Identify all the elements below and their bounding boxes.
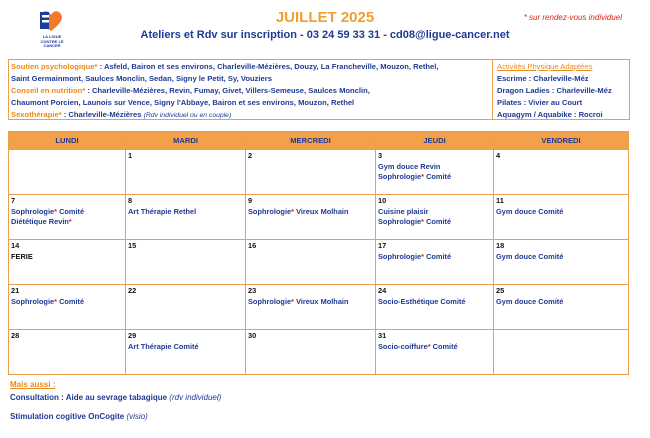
day-number: 22 (128, 286, 137, 295)
day-number: 4 (496, 151, 501, 160)
calendar-week-row (9, 195, 629, 240)
individual-star: * (68, 217, 72, 226)
individual-star: * (421, 172, 425, 181)
calendar-week-row (9, 285, 629, 330)
calendar-week-row (9, 240, 629, 285)
stimulation-line (10, 412, 148, 421)
calendar-day-cell (494, 195, 629, 240)
calendar-day-cell (126, 150, 246, 195)
calendar-event: Sophrologie* Comité (378, 251, 452, 261)
calendar-event: Sophrologie* Comité (378, 217, 452, 226)
calendar-event: Sophrologie* Comité (11, 296, 85, 306)
individual-star: * (421, 251, 425, 261)
consultation-note: (rdv individuel) (169, 393, 222, 402)
calendar-event: Sophrologie* Vireux Molhain (248, 206, 349, 216)
calendar-day-cell (126, 195, 246, 240)
individual-star: * (54, 206, 58, 216)
day-number: 3 (378, 151, 383, 160)
calendar-day-cell (494, 150, 629, 195)
calendar-body (9, 150, 629, 375)
calendar-day-cell (126, 330, 246, 375)
day-number: 11 (496, 196, 504, 205)
rdv-note: * sur rendez-vous individuel (523, 13, 622, 22)
mais-aussi-label: Mais aussi : (10, 380, 56, 389)
day-number: 21 (11, 286, 20, 295)
soutien-line-2: Saint Germainmont, Saulces Monclin, Sedan, Signy le Petit, Sy, Vouziers (11, 74, 272, 83)
day-header: LUNDI (9, 132, 126, 150)
calendar-day-cell (376, 150, 494, 195)
individual-star: * (291, 206, 295, 216)
individual-star: * (291, 296, 295, 306)
day-header: MARDI (126, 132, 246, 150)
calendar-event: Cuisine plaisir (378, 206, 429, 216)
apa-item: Aquagym / Aquabike : Rocroi (497, 110, 603, 119)
services-panel (9, 60, 493, 119)
day-number: 8 (128, 196, 133, 205)
calendar-day-cell (494, 285, 629, 330)
calendar-event: Sophrologie* Comité (378, 172, 452, 181)
conseil-locations: : Charleville-Mézières, Revin, Fumay, Givet, Villers-Semeuse, Saulces Monclin, (85, 86, 370, 95)
calendar-event: Art Thérapie Comité (128, 341, 199, 351)
calendar-day-cell (9, 285, 126, 330)
individual-star: * (427, 341, 431, 351)
apa-heading: Activités Physique Adaptées (497, 62, 593, 71)
calendar-event: FERIE (11, 251, 33, 261)
day-number: 30 (248, 331, 257, 340)
calendar-day-cell (9, 195, 126, 240)
conseil-line-2: Chaumont Porcien, Launois sur Vence, Signy l'Abbaye, Bairon et ses environs, Mouzon, Rethel (11, 98, 355, 107)
day-number: 10 (378, 196, 387, 205)
calendar-event: Gym douce Comité (496, 206, 564, 216)
sexo-line (11, 109, 490, 119)
day-number: 7 (11, 196, 16, 205)
soutien-locations: : Asfeld, Bairon et ses environs, Charleville-Mézières, Douzy, La Francheville, Mouzon, Rethel, (97, 62, 439, 71)
day-number: 28 (11, 331, 20, 340)
day-number: 14 (11, 241, 20, 250)
day-number (11, 151, 123, 162)
calendar-event: Sophrologie* Comité (11, 206, 85, 216)
calendar-event: Socio-coiffure* Comité (378, 341, 458, 351)
conseil-label: Conseil en nutrition* (11, 86, 86, 95)
calendar-day-cell (126, 240, 246, 285)
stimulation-note: (visio) (126, 412, 148, 421)
consultation-line (10, 393, 221, 402)
apa-panel (494, 60, 629, 119)
day-number: 25 (496, 286, 505, 295)
calendar-day-cell (246, 150, 376, 195)
calendar-day-cell (246, 285, 376, 330)
day-number: 23 (248, 286, 257, 295)
calendar-day-cell (494, 240, 629, 285)
apa-item: Pilates : Vivier au Court (497, 98, 583, 107)
calendar-event: Diététique Revin* (11, 217, 72, 226)
conseil-line (11, 85, 490, 97)
soutien-label: Soutien psychologique* (11, 62, 98, 71)
day-number: 15 (128, 241, 137, 250)
sexo-note: (Rdv individuel ou en couple) (143, 112, 232, 119)
calendar-day-cell (9, 330, 126, 375)
calendar-event: Gym douce Comité (496, 296, 564, 306)
calendar-header-row (9, 132, 629, 150)
calendar-week-row (9, 150, 629, 195)
day-header: VENDREDI (494, 132, 629, 150)
info-box (8, 59, 630, 120)
apa-item: Escrime : Charleville-Méz (497, 74, 589, 83)
day-number (496, 331, 626, 342)
page-subtitle: Ateliers et Rdv sur inscription - 03 24 59 33 31 - cd08@ligue-cancer.net (140, 29, 510, 41)
consultation-label: Consultation : Aide au sevrage tabagique (10, 393, 168, 402)
calendar-event: Gym douce Revin (378, 161, 441, 171)
calendar-day-cell (494, 330, 629, 375)
page-title: JUILLET 2025 (275, 9, 375, 26)
calendar-table (8, 131, 629, 375)
calendar-day-cell (376, 240, 494, 285)
calendar-day-cell (376, 195, 494, 240)
calendar-day-cell (246, 240, 376, 285)
sexo-label: Sexothérapie* (11, 110, 62, 119)
day-header: MERCREDI (246, 132, 376, 150)
soutien-line (11, 61, 490, 73)
day-number: 9 (248, 196, 253, 205)
day-number: 29 (128, 331, 137, 340)
calendar-event: Gym douce Comité (496, 251, 564, 261)
day-number: 24 (378, 286, 387, 295)
calendar-day-cell (126, 285, 246, 330)
stimulation-label: Stimulation cogitive OnCogite (10, 412, 125, 421)
day-number: 16 (248, 241, 257, 250)
day-number: 31 (378, 331, 387, 340)
calendar-day-cell (376, 285, 494, 330)
day-number: 18 (496, 241, 505, 250)
day-header: JEUDI (376, 132, 494, 150)
calendar-day-cell (246, 195, 376, 240)
calendar-event: Sophrologie* Vireux Molhain (248, 296, 349, 306)
apa-item: Dragon Ladies : Charleville-Méz (497, 86, 612, 95)
calendar-day-cell (376, 330, 494, 375)
calendar-day-cell (9, 240, 126, 285)
day-number: 1 (128, 151, 133, 160)
sexo-location: : Charleville-Mézières (61, 110, 142, 119)
calendar-event: Art Thérapie Rethel (128, 206, 197, 216)
calendar-event: Socio-Esthétique Comité (378, 296, 466, 306)
calendar-day-cell (9, 150, 126, 195)
logo-text: LA LIGUE CONTRE LE CANCER (40, 34, 64, 48)
calendar-week-row (9, 330, 629, 375)
individual-star: * (54, 296, 58, 306)
calendar-day-cell (246, 330, 376, 375)
individual-star: * (421, 217, 425, 226)
day-number: 17 (378, 241, 387, 250)
day-number: 2 (248, 151, 253, 160)
